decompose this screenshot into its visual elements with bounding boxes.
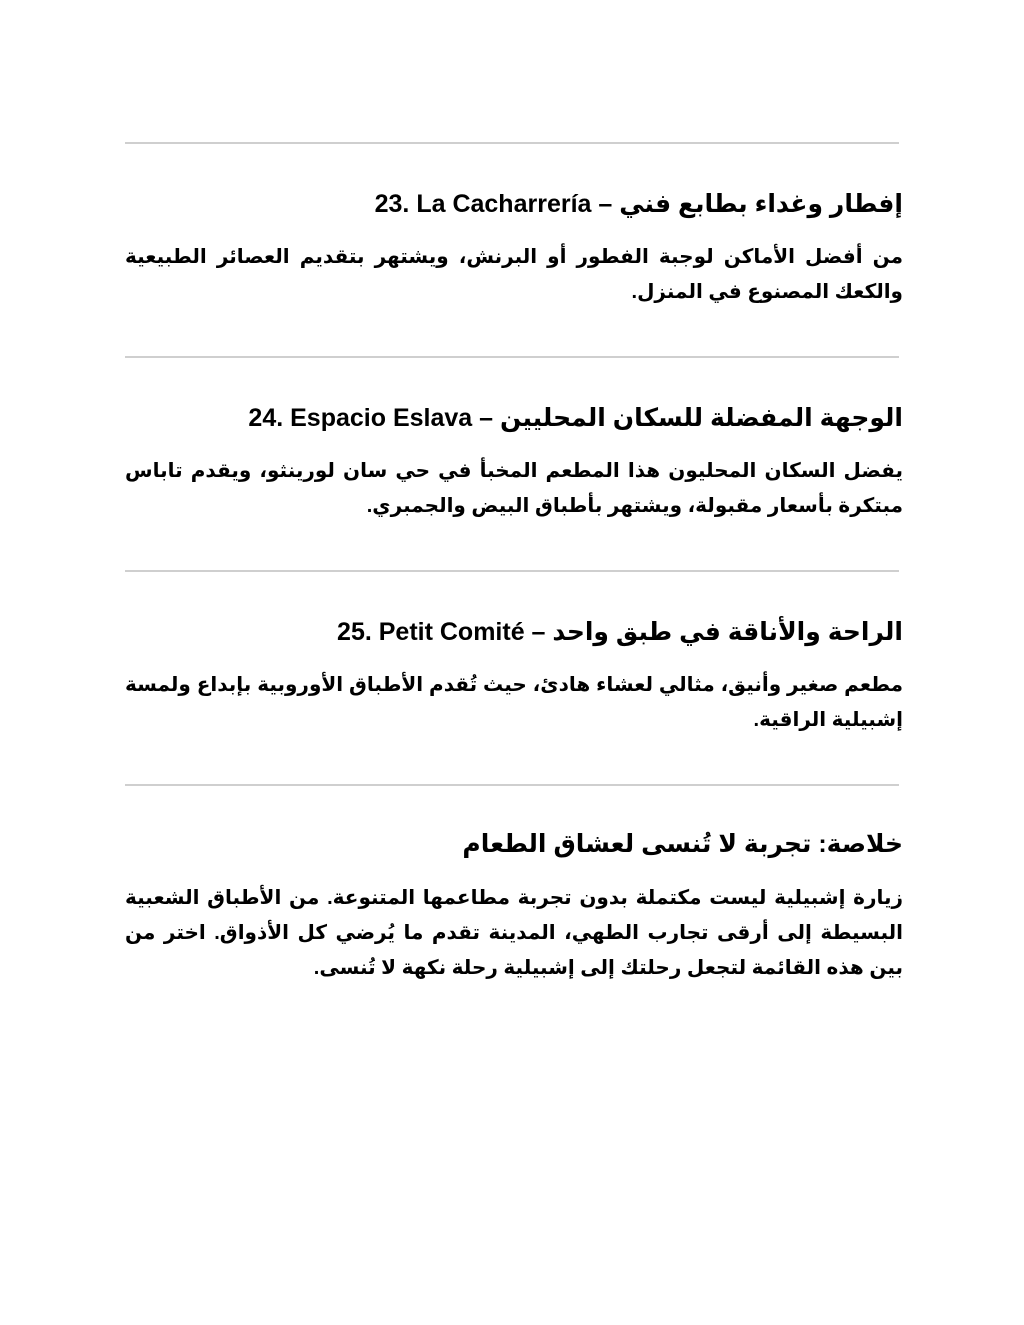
section-divider [125,142,899,144]
section-heading-25: 25. Petit Comité – الراحة والأناقة في طبق واحد [337,618,903,646]
section-divider [125,356,899,358]
section-heading-24: 24. Espacio Eslava – الوجهة المفضلة للسكان المحليين [248,404,903,432]
section-divider [125,784,899,786]
section-body-23: من أفضل الأماكن لوجبة الفطور أو البرنش، ويشتهر بتقديم العصائر الطبيعية والكعك المصنوع في المنزل. [125,246,903,303]
conclusion-heading: خلاصة: تجربة لا تُنسى لعشاق الطعام [462,830,903,858]
section-body-24: يفضل السكان المحليون هذا المطعم المخبأ في حي سان لورينثو، ويقدم تاباس مبتكرة بأسعار مقبولة، ويشتهر بأطباق البيض والجمبري. [125,460,903,517]
section-heading-23: 23. La Cacharrería – إفطار وغداء بطابع فني [374,190,903,218]
section-body-25: مطعم صغير وأنيق، مثالي لعشاء هادئ، حيث تُقدم الأطباق الأوروبية بإبداع ولمسة إشبيلية الراقية. [125,674,903,731]
conclusion-body: زيارة إشبيلية ليست مكتملة بدون تجربة مطاعمها المتنوعة. من الأطباق الشعبية البسيطة إلى أرقى تجارب الطهي، المدينة تقدم ما يُرضي كل الأذواق. اختر من بين هذه القائمة لتجعل رحلتك إلى إشبيلية رحلة نكهة لا تُنسى. [125,887,903,979]
section-divider [125,570,899,572]
